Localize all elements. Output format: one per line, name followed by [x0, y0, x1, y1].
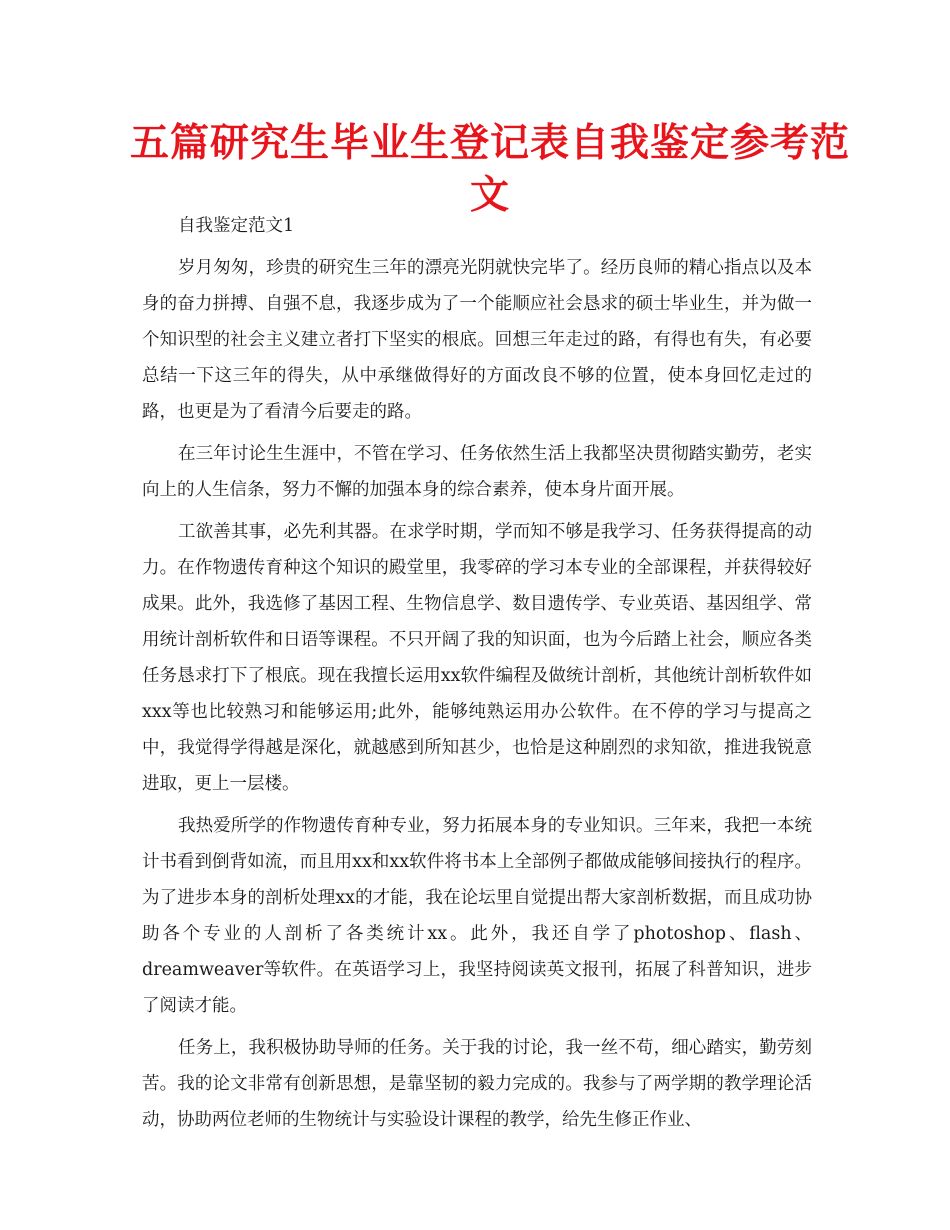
paragraph: 工欲善其事，必先利其器。在求学时期，学而知不够是我学习、任务获得提高的动力。在作物遗传育种这个知识的殿堂里，我零碎的学习本专业的全部课程，并获得较好成果。此外，我选修了基因工程、生物信息学、数目遗传学、专业英语、基因组学、常用统计剖析软件和日语等课程。不只开阔了我的知识面，也为今后踏上社会，顺应各类任务恳求打下了根底。现在我擅长运用xx软件编程及做统计剖析，其他统计剖析软件如xxx等也比较熟习和能够运用;此外，能够纯熟运用办公软件。在不停的学习与提高之中，我觉得学得越是深化，就越感到所知甚少，也恰是这种剧烈的求知欲，推进我锐意进取，更上一层楼。 — [142, 522, 812, 794]
paragraph: 我热爱所学的作物遗传育种专业，努力拓展本身的专业知识。三年来，我把一本统计书看到倒背如流，而且用xx和xx软件将书本上全部例子都做成能够间接执行的程序。为了进步本身的剖析处理xx的才能，我在论坛里自觉提出帮大家剖析数据，而且成功协助各个专业的人剖析了各类统计xx。此外，我还自学了photoshop、flash、dreamweaver等软件。在英语学习上，我坚持阅读英文报刊，拓展了科普知识，进步了阅读才能。 — [142, 816, 812, 1016]
paragraph: 任务上，我积极协助导师的任务。关于我的讨论，我一丝不苟，细心踏实，勤劳刻苦。我的论文非常有创新思想，是靠坚韧的毅力完成的。我参与了两学期的教学理论活动，协助两位老师的生物统计与实验设计课程的教学，给先生修正作业、 — [142, 1038, 812, 1130]
document-body — [142, 212, 812, 1138]
document-title: 五篇研究生毕业生登记表自我鉴定参考范文 — [129, 121, 850, 218]
paragraph: 岁月匆匆，珍贵的研究生三年的漂亮光阴就快完毕了。经历良师的精心指点以及本身的奋力拼搏、自强不息，我逐步成为了一个能顺应社会恳求的硕士毕业生，并为做一个知识型的社会主义建立者打下坚实的根底。回想三年走过的路，有得也有失，有必要总结一下这三年的得失，从中承继做得好的方面改良不够的位置，使本身回忆走过的路，也更是为了看清今后要走的路。 — [142, 258, 812, 422]
paragraph: 在三年讨论生生涯中，不管在学习、任务依然生活上我都坚决贯彻踏实勤劳，老实向上的人生信条，努力不懈的加强本身的综合素养，使本身片面开展。 — [142, 444, 812, 500]
section-heading: 自我鉴定范文1 — [178, 216, 295, 236]
